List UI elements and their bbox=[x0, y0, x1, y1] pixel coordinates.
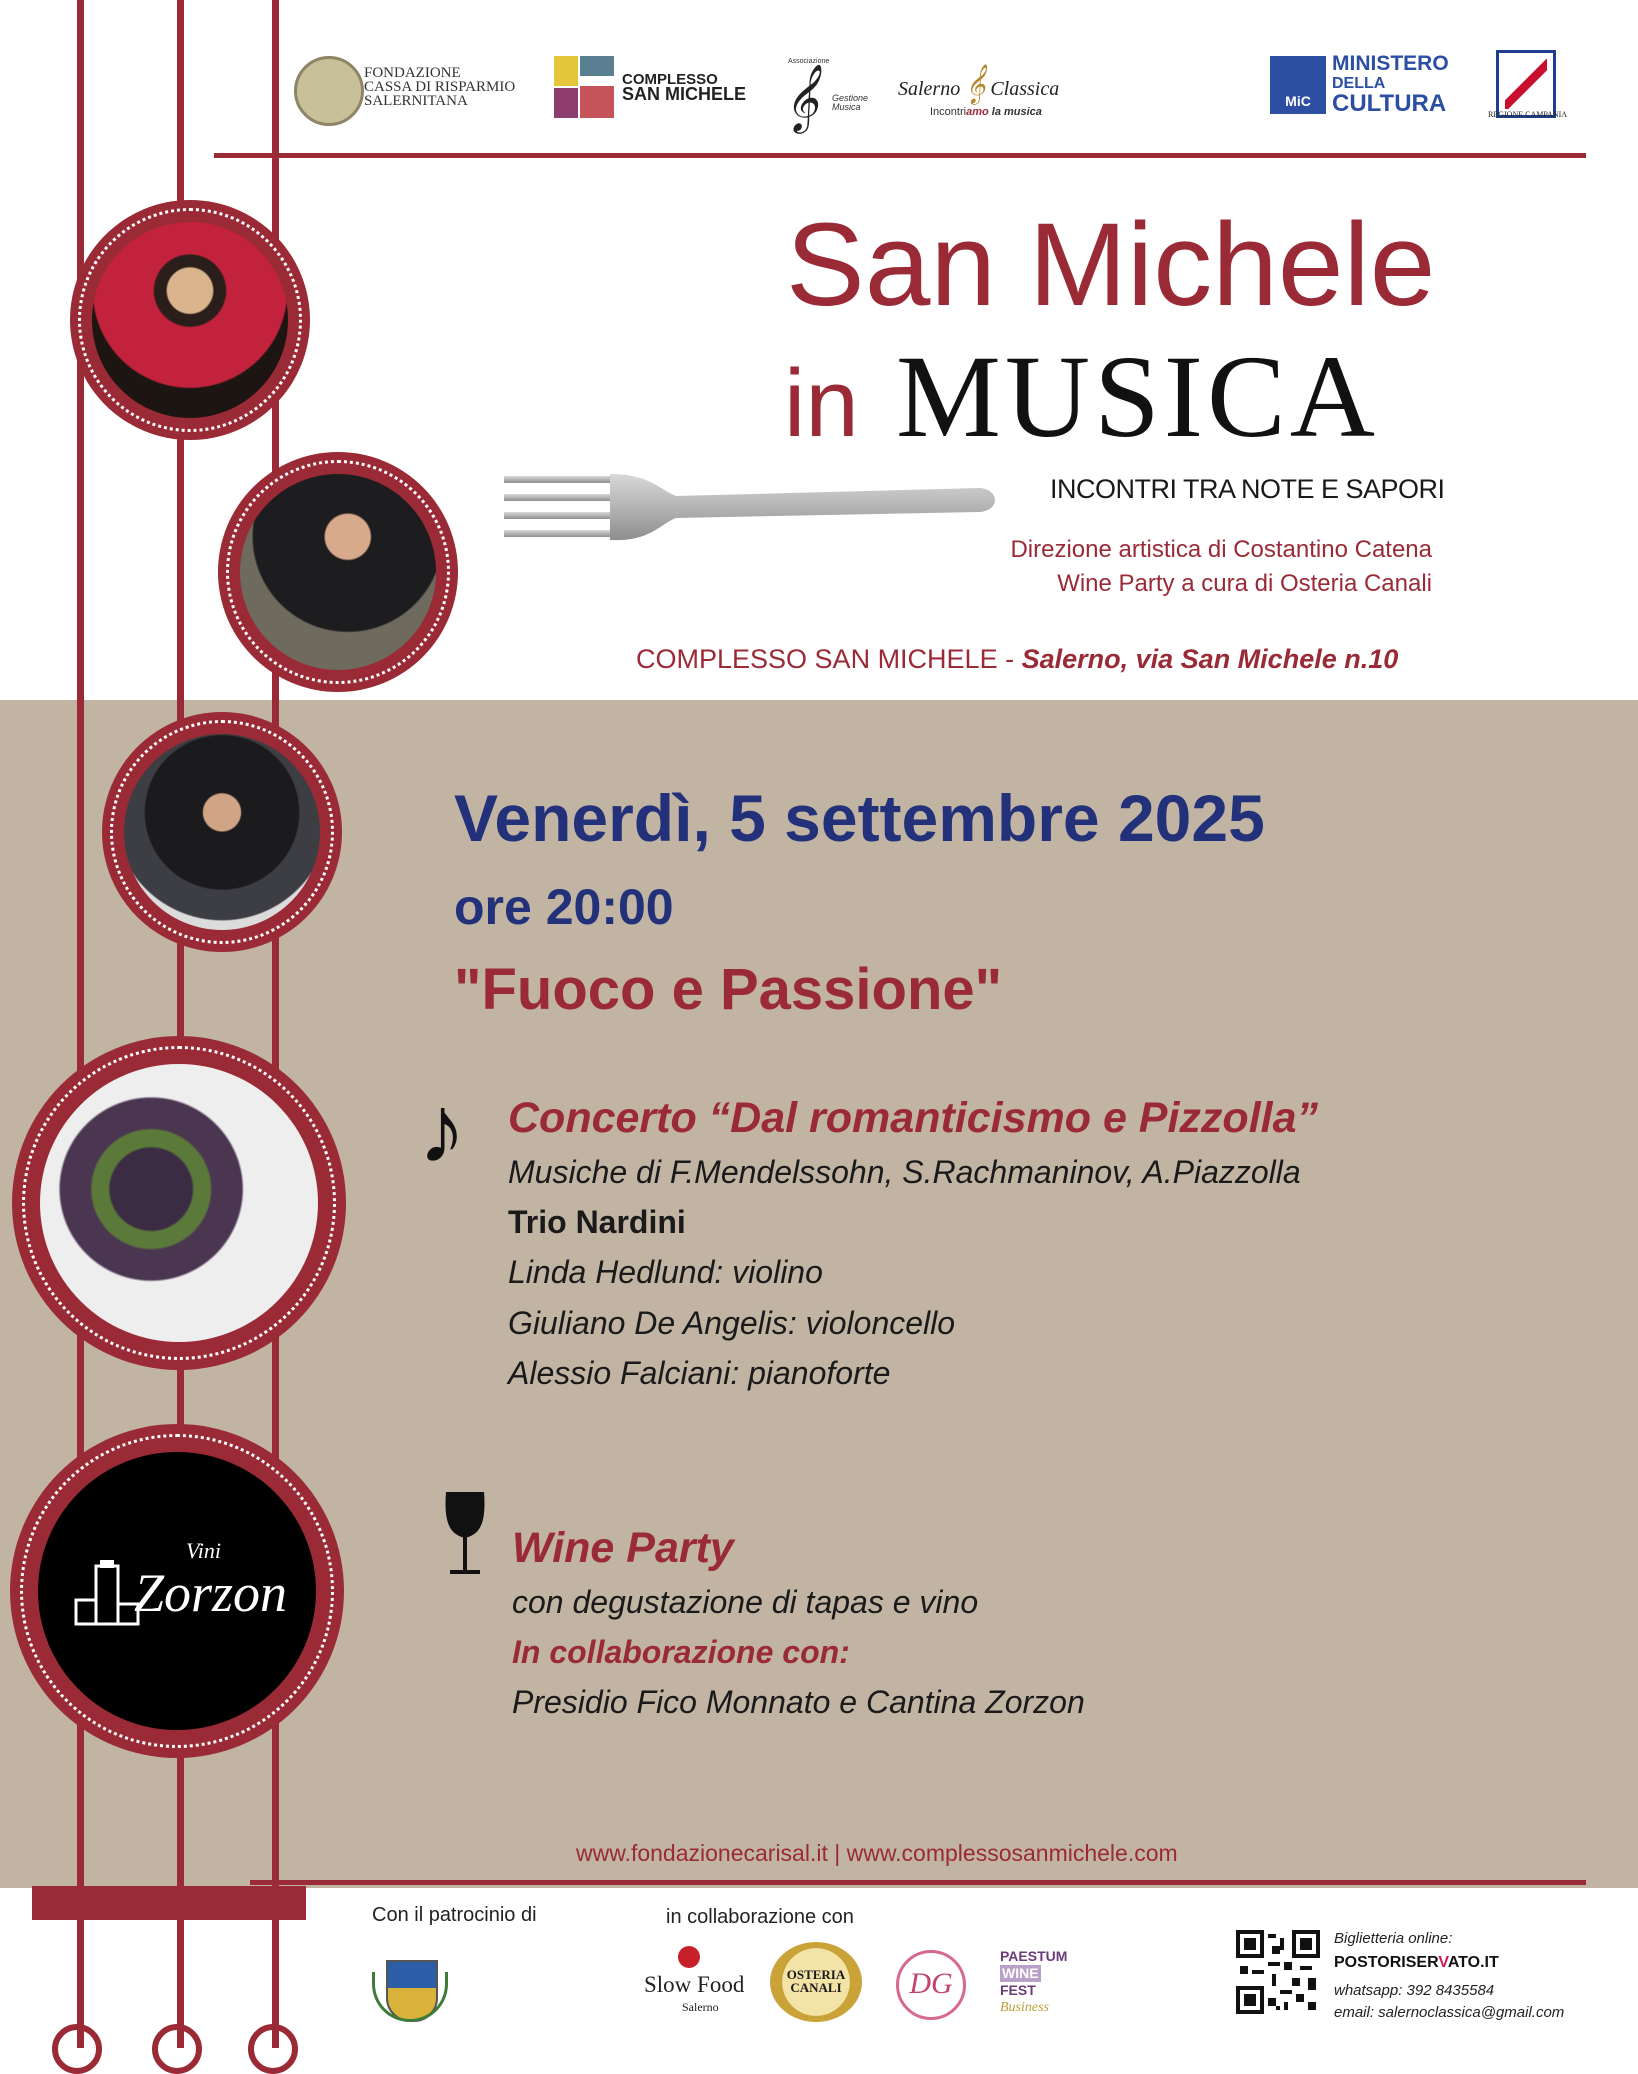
event-title: "Fuoco e Passione" bbox=[454, 957, 1003, 1022]
wine-party-description: con degustazione di tapas e vino bbox=[512, 1584, 979, 1620]
ticket-label: Biglietteria online: bbox=[1334, 1930, 1453, 1947]
venue-line: COMPLESSO SAN MICHELE - Salerno, via San Michele n.10 bbox=[636, 644, 1399, 674]
collaborazione-label: in collaborazione con bbox=[666, 1906, 854, 1928]
title-in: in bbox=[784, 350, 859, 457]
performer-cello: Giuliano De Angelis: violoncello bbox=[508, 1305, 956, 1341]
comune-salerno-crest-icon bbox=[372, 1952, 448, 2028]
patrocinio-label: Con il patrocinio di bbox=[372, 1904, 537, 1926]
email-contact[interactable]: email: salernoclassica@gmail.com bbox=[1334, 2004, 1565, 2021]
title-line-1: San Michele bbox=[786, 199, 1436, 331]
fondazione-logo-text: FONDAZIONE CASSA DI RISPARMIO SALERNITANA bbox=[364, 65, 516, 109]
zorzon-logo bbox=[38, 1452, 316, 1730]
event-time: ore 20:00 bbox=[454, 879, 674, 935]
zorzon-vini-text: Vini bbox=[186, 1538, 222, 1563]
gestione-musica-logo bbox=[780, 58, 870, 128]
dg-logo: DG bbox=[896, 1950, 966, 2020]
pianist-photo bbox=[124, 734, 320, 930]
collab-label: In collaborazione con: bbox=[512, 1634, 850, 1670]
associazione-label: Associazione bbox=[788, 58, 830, 65]
collab-names: Presidio Fico Monnato e Cantina Zorzon bbox=[512, 1684, 1085, 1720]
concert-composers: Musiche di F.Mendelssohn, S.Rachmaninov, A.Piazzolla bbox=[508, 1154, 1301, 1190]
paestum-wine-fest-logo: PAESTUM WINE FEST Business bbox=[1000, 1948, 1068, 2015]
photo-circle-violinist bbox=[70, 200, 310, 440]
top-rule bbox=[214, 153, 1586, 158]
footer-bar bbox=[32, 1888, 306, 1920]
qr-code-icon[interactable] bbox=[1236, 1930, 1320, 2014]
slow-food-snail-icon bbox=[678, 1946, 700, 1968]
photo-circle-cellist bbox=[218, 452, 458, 692]
ensemble-name: Trio Nardini bbox=[508, 1204, 686, 1240]
wine-glass-icon bbox=[442, 1490, 488, 1578]
ministero-logo-text: MINISTERO DELLA CULTURA bbox=[1332, 52, 1449, 117]
fork-icon bbox=[500, 470, 1000, 544]
wine-party-heading: Wine Party bbox=[512, 1524, 734, 1572]
concert-heading: Concerto “Dal romanticismo e Pizzolla” bbox=[508, 1094, 1319, 1142]
figs-photo bbox=[40, 1064, 318, 1342]
performer-violin: Linda Hedlund: violino bbox=[508, 1254, 823, 1290]
websites-link[interactable]: www.fondazionecarisal.it | www.complessosanmichele.com bbox=[576, 1840, 1178, 1866]
gestione-label: Gestione Musica bbox=[832, 93, 869, 112]
photo-circle-pianist bbox=[102, 712, 342, 952]
osteria-canali-logo: OSTERIA CANALI bbox=[770, 1942, 862, 2022]
salerno-classica-logo: Salerno 𝄞 Classica bbox=[898, 66, 1060, 103]
cellist-photo bbox=[240, 474, 436, 670]
event-date: Venerdì, 5 settembre 2025 bbox=[454, 781, 1265, 855]
slow-food-city: Salerno bbox=[682, 2000, 719, 2014]
bottom-rule bbox=[250, 1880, 1586, 1885]
artistic-direction: Direzione artistica di Costantino Catena bbox=[1010, 536, 1432, 563]
regione-campania-crest-icon bbox=[1496, 50, 1556, 118]
salerno-classica-clef-icon: 𝄞 bbox=[965, 66, 986, 103]
regione-label: REGIONE CAMPANIA bbox=[1488, 110, 1568, 119]
fondazione-seal-icon bbox=[294, 56, 364, 126]
castle-tower-icon bbox=[72, 1560, 142, 1630]
salerno-classica-tagline: Incontriamo la musica bbox=[930, 106, 1042, 118]
treble-clef-icon: 𝄞 bbox=[784, 65, 819, 130]
music-note-icon: ♪ bbox=[418, 1076, 466, 1183]
complesso-logo-text: COMPLESSO SAN MICHELE bbox=[622, 71, 747, 104]
whatsapp-contact[interactable]: whatsapp: 392 8435584 bbox=[1334, 1982, 1495, 1999]
complesso-logo-icon bbox=[554, 56, 614, 118]
performer-piano: Alessio Falciani: pianoforte bbox=[508, 1355, 891, 1391]
zorzon-name-text: Zorzon bbox=[134, 1563, 288, 1623]
postoriservato-logo[interactable]: POSTORISERVATO.IT bbox=[1334, 1954, 1499, 1971]
footer-ring-2 bbox=[152, 2024, 202, 2074]
photo-circle-figs bbox=[12, 1036, 346, 1370]
footer-ring-1 bbox=[52, 2024, 102, 2074]
subtitle: INCONTRI TRA NOTE E SAPORI bbox=[1050, 474, 1445, 504]
mic-logo-icon: MiC bbox=[1270, 56, 1326, 114]
title-musica: MUSICA bbox=[896, 331, 1379, 462]
zorzon-logo-circle bbox=[10, 1424, 344, 1758]
wine-party-credit: Wine Party a cura di Osteria Canali bbox=[1057, 570, 1432, 597]
violinist-photo bbox=[92, 222, 288, 418]
footer-ring-3 bbox=[248, 2024, 298, 2074]
slow-food-logo: Slow Food bbox=[644, 1972, 745, 1997]
